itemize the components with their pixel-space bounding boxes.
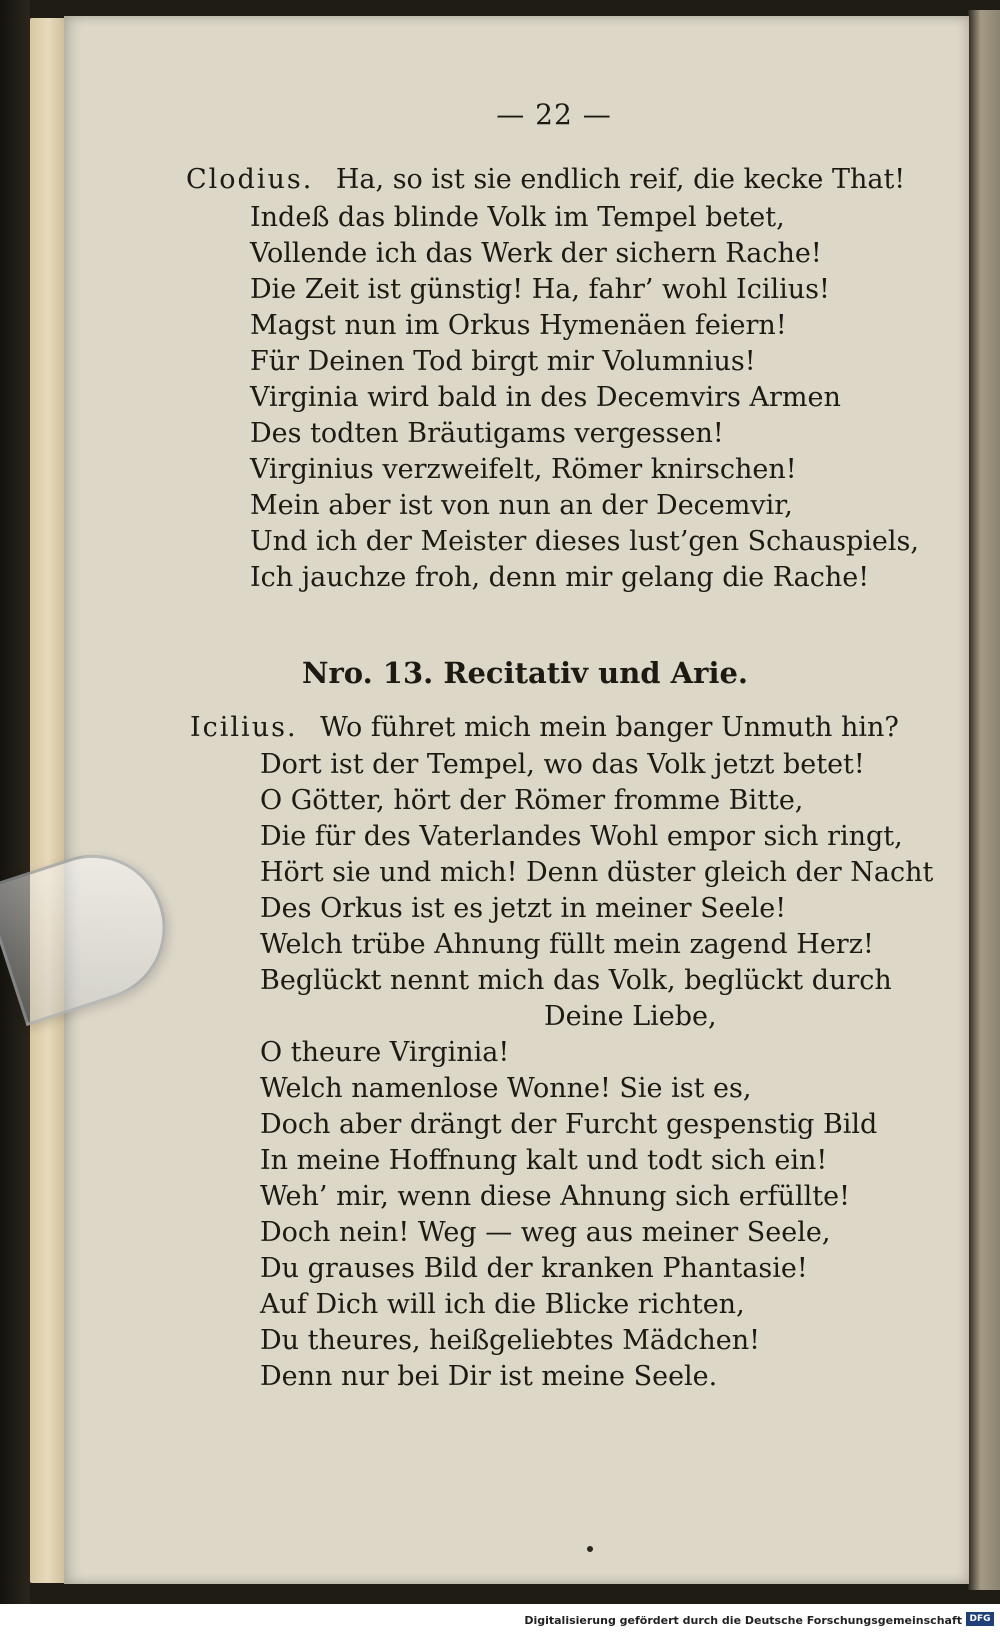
text-line: Du grauses Bild der kranken Phantasie! — [260, 1253, 808, 1284]
book-page — [64, 16, 969, 1584]
text-line: Virginia wird bald in des Decemvirs Armen — [250, 382, 841, 413]
text-line: Deine Liebe, — [544, 1001, 717, 1032]
text-line: Mein aber ist von nun an der Decemvir, — [250, 490, 793, 521]
left-background — [0, 0, 30, 1636]
line-text: Ha, so ist sie endlich reif, die kecke That! — [335, 164, 906, 195]
text-line: O Götter, hört der Römer fromme Bitte, — [260, 785, 804, 816]
line-text: Wo führet mich mein banger Unmuth hin? — [320, 712, 899, 743]
text-line: Auf Dich will ich die Blicke richten, — [260, 1289, 745, 1320]
text-line: Des Orkus ist es jetzt in meiner Seele! — [260, 893, 787, 924]
text-line: Des todten Bräutigams vergessen! — [250, 418, 724, 449]
text-line: Denn nur bei Dir ist meine Seele. — [260, 1361, 718, 1392]
footer-bar — [0, 1604, 1000, 1636]
right-page-edge — [968, 10, 1000, 1590]
text-line: Doch nein! Weg — weg aus meiner Seele, — [260, 1217, 831, 1248]
dfg-logo-icon: DFG — [966, 1612, 994, 1626]
text-line: Welch namenlose Wonne! Sie ist es, — [260, 1073, 752, 1104]
text-line: Ich jauchze froh, denn mir gelang die Rache! — [250, 562, 870, 593]
text-line: Doch aber drängt der Furcht gespenstig Bild — [260, 1109, 878, 1140]
text-line: Virginius verzweifelt, Römer knirschen! — [250, 454, 797, 485]
text-line: Die für des Vaterlandes Wohl empor sich ringt, — [260, 821, 903, 852]
text-line: Und ich der Meister dieses lust’gen Schauspiels, — [250, 526, 919, 557]
section-heading: Nro. 13. Recitativ und Arie. — [302, 656, 749, 690]
text-line: In meine Hoffnung kalt und todt sich ein! — [260, 1145, 828, 1176]
speaker-name: Clodius. — [186, 164, 314, 195]
text-line: Magst nun im Orkus Hymenäen feiern! — [250, 310, 787, 341]
page-number: — 22 — — [496, 98, 612, 131]
text-line: Vollende ich das Werk der sichern Rache! — [250, 238, 822, 269]
text-line: O theure Virginia! — [260, 1037, 510, 1068]
text-line: Beglückt nennt mich das Volk, beglückt durch — [260, 965, 892, 996]
text-line: Die Zeit ist günstig! Ha, fahr’ wohl Icilius! — [250, 274, 830, 305]
text-line: Dort ist der Tempel, wo das Volk jetzt betet! — [260, 749, 865, 780]
text-line: Weh’ mir, wenn diese Ahnung sich erfüllte! — [260, 1181, 850, 1212]
text-line: Indeß das blinde Volk im Tempel betet, — [250, 202, 785, 233]
text-line: Für Deinen Tod birgt mir Volumnius! — [250, 346, 756, 377]
speaker-name: Icilius. — [190, 712, 298, 743]
text-line — [190, 714, 899, 741]
text-line: Du theures, heißgeliebtes Mädchen! — [260, 1325, 760, 1356]
text-line: Hört sie und mich! Denn düster gleich der Nacht — [260, 857, 934, 888]
text-line: Welch trübe Ahnung füllt mein zagend Herz! — [260, 929, 874, 960]
ink-dot — [587, 1546, 593, 1552]
footer-credit: Digitalisierung gefördert durch die Deutsche Forschungsgemeinschaft — [524, 1614, 962, 1627]
text-line — [186, 166, 905, 193]
